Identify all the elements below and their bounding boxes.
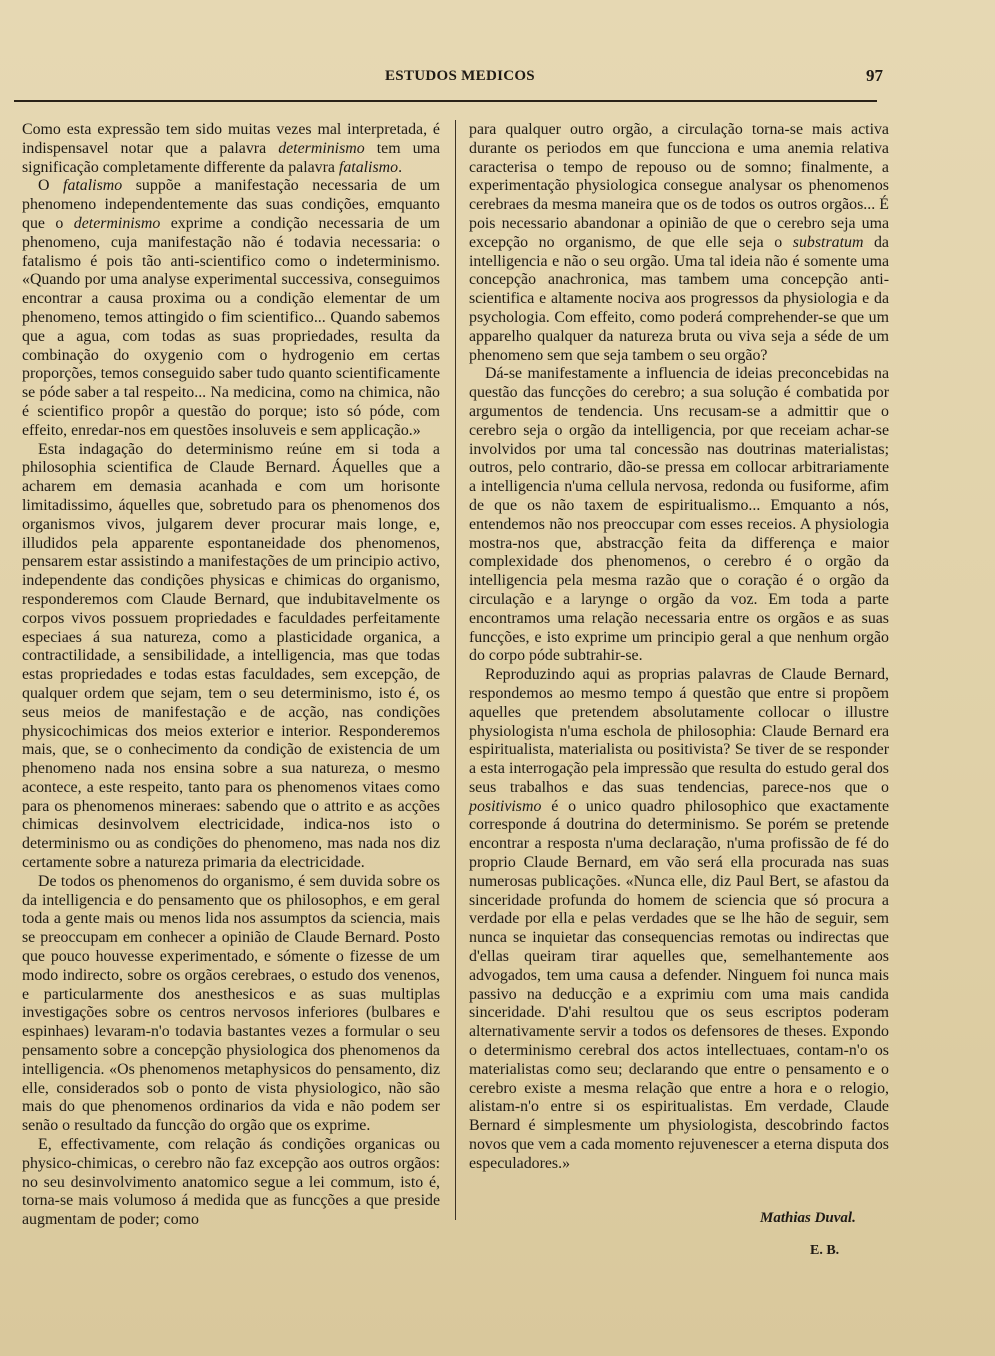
paragraph: para qualquer outro orgão, a circulação torna-se mais activa durante os periodos em que funcciona e uma anemia relativa caracterisa o tempo de repouso ou de somno; finalmente, a experimentação physiologica consegue analysar os phenomenos cerebraes da mesma maneira que os de todos os outros orgãos... É pois necessario abandonar a opinião de que o cerebro seja uma excepção no organismo, de que elle seja o substratum da intelligencia e não o seu orgão. Uma tal ideia não é somente uma concepção anachronica, mas tambem uma concepção anti-scientifica e altamente nociva aos progressos da physiologia e da psychologia. Com effeito, como poderá comprehender-se que um apparelho qualquer da natureza bruta ou viva seja a séde de um phenomeno sem que seja tambem o seu orgão? xyxy=(469,121,889,364)
page-number: 97 xyxy=(866,66,883,85)
paragraph: O fatalismo suppõe a manifestação necessaria de um phenomeno independentemente das suas condições, emquanto que o determinismo exprime a condição necessaria de um phenomeno, cuja manifestação não é todavia necessaria: o fatalismo é pois tão anti-scientifico como o indeterminismo. «Quando por uma analyse experimental successiva, conseguimos encontrar a causa proxima ou a condição elementar de um phenomeno, temos attingido o fim scientifico... Quando sabemos que a agua, com todas as suas propriedades, resulta da combinação do oxygenio com o hydrogenio em certas proporções, temos conseguido saber tudo quanto scientificamente se póde saber a tal respeito... Na medicina, como na chimica, não é scientifico propôr a questão do porque; isto só póde, com effeito, enredar-nos em questões insoluveis e sem applicação.» xyxy=(22,177,440,439)
running-title: ESTUDOS MEDICOS xyxy=(385,68,535,84)
paragraph: E, effectivamente, com relação ás condições organicas ou physico-chimicas, o cerebro não faz excepção aos outros orgãos: no seu desinvolvimento anatomico segue a lei commum, isto é, torna-se mais volumoso á medida que as funcções a que preside augmentam de poder; como xyxy=(22,1136,440,1229)
paragraph: Dá-se manifestamente a influencia de ideias preconcebidas na questão das funcções do cerebro; a sua solução é combatida por argumentos de tendencia. Uns recusam-se a admittir que o cerebro seja o orgão da intelligencia, por que receiam achar-se involvidos por uma tal concessão nas doutrinas materialistas; outros, pelo contrario, dão-se pressa em collocar arbitrariamente a intelligencia n'uma cellula nervosa, redonda ou fusiforme, afim de que os não taxem de espiritualismo... Emquanto a nós, entendemos não nos preoccupar com esses receios. A physiologia mostra-nos que, abstracção feita da differença e maior complexidade dos phenomenos, o cerebro é o orgão da intelligencia pela mesma razão que o coração é o orgão da circulação e a larynge o orgão da voz. Em toda a parte encontramos uma relação necessaria entre os orgãos e as suas funcções, e isto exprime um principio geral a que nenhum orgão do corpo póde subtrahir-se. xyxy=(469,365,889,665)
column-divider xyxy=(455,120,456,1220)
paragraph: Esta indagação do determinismo reúne em si toda a philosophia scientifica de Claude Bernard. Áquelles que a acharem em demasia acanhada e com um horisonte limitadissimo, áquelles que, sobretudo para os phenomenos dos organismos vivos, julgarem dever procurar mais longe, e, illudidos pela apparente espontaneidade dos phenomenos, pensarem estar assistindo a manifestações de um principio activo, independente das condições physicas e chimicas do organismo, responderemos com Claude Bernard, que indubitavelmente os corpos vivos possuem propriedades e faculdades perfeitamente especiaes á sua natureza, como a plasticidade organica, a contractilidade, a sensibilidade, a intelligencia, mas que todas estas propriedades e todas estas faculdades, sem excepção, de qualquer ordem que sejam, tem o seu determinismo, isto é, os seus meios de manifestação e de acção, nas condições physicochimicas dos meios exterior e interior. Responderemos mais, que, se o conhecimento da condição de existencia de um phenomeno nada nos ensina sobre a sua natureza, o mesmo acontece, a este respeito, tanto para os phenomenos vitaes como para os phenomenos mineraes: sabendo que o attrito e as acções chimicas desinvolvem electricidade, indica-nos isto o determinismo ou as condições do phenomeno, mas nada nos diz certamente sobre a natureza primaria da electricidade. xyxy=(22,440,440,872)
header-rule xyxy=(14,100,877,102)
left-column xyxy=(22,121,440,1230)
page-header xyxy=(30,62,883,96)
author-signature: Mathias Duval. xyxy=(760,1210,856,1226)
translator-initials: E. B. xyxy=(810,1243,840,1258)
paragraph: Como esta expressão tem sido muitas vezes mal interpretada, é indispensavel notar que a palavra determinismo tem uma significação completamente differente da palavra fatalismo. xyxy=(22,121,441,176)
paragraph: De todos os phenomenos do organismo, é sem duvida sobre os da intelligencia e do pensamento que os philosophos, e em geral toda a gente mais ou menos lida nos assumptos da sciencia, mais se preoccupam em conhecer a opinião de Claude Bernard. Posto que pouco houvesse experimentado, e sómente o fizesse de um modo indirecto, sobre os orgãos cerebraes, o estudo dos venenos, e particularmente dos anesthesicos e as suas multiplas investigações sobre os centros nervosos inferiores (bulbares e espinhaes) levaram-n'o todavia bastantes vezes a formular o seu pensamento sobre a concepção physiologica dos phenomenos da intelligencia. «Os phenomenos metaphysicos do pensamento, diz elle, considerados sob o ponto de vista physiologico, não são mais do que phenomenos ordinarios da vida e não podem ser senão o resultado da funcção do orgão que os exprime. xyxy=(22,872,440,1135)
right-column xyxy=(469,121,889,1174)
paragraph: Reproduzindo aqui as proprias palavras de Claude Bernard, respondemos ao mesmo tempo á questão que entre si propõem aquelles que pretendem absolutamente collocar o illustre physiologista n'uma escholа de philosophia: Claude Bernard era espiritualista, materialista ou positivista? Se tiver de se responder a esta interrogação pela impressão que resulta do estudo geral dos seus trabalhos e das suas tendencias, parece-nos que o positivismo é o unico quadro philosophico que exactamente corresponde á doutrina do determinismo. Se porém se pretende encontrar a resposta n'uma declaração, n'uma profissão de fé do proprio Claude Bernard, em vão será ella procurada nas suas numerosas publicações. «Nunca elle, diz Paul Bert, se afastou da sinceridade profunda do homem de sciencia que só procura a verdade por ella e pelas verdades que se lhe hão de seguir, sem nunca se inquietar das consequencias remotas ou indirectas que d'ellas queiram tirar aquelles que, semelhantemente aos advogados, tem uma causa a defender. Ninguem foi nunca mais passivo na deducção e a exprimiu com uma mais candida sinceridade. D'ahi resultou que os seus escriptos poderam alternativamente servir a todos os defensores de theses. Expondo o determinismo cerebral dos actos intellectuaes, contam-n'o os materialistas como seu; declarando que entre o pensamento e o cerebro existe a mesma relação que entre a hora e o relogio, alistam-n'o entre si os espiritualistas. Em verdade, Claude Bernard é simplesmente um physiologista, descobrindo factos novos que vem a cada momento rejuvenescer a eterna disputa dos especuladores.» xyxy=(469,666,889,1172)
